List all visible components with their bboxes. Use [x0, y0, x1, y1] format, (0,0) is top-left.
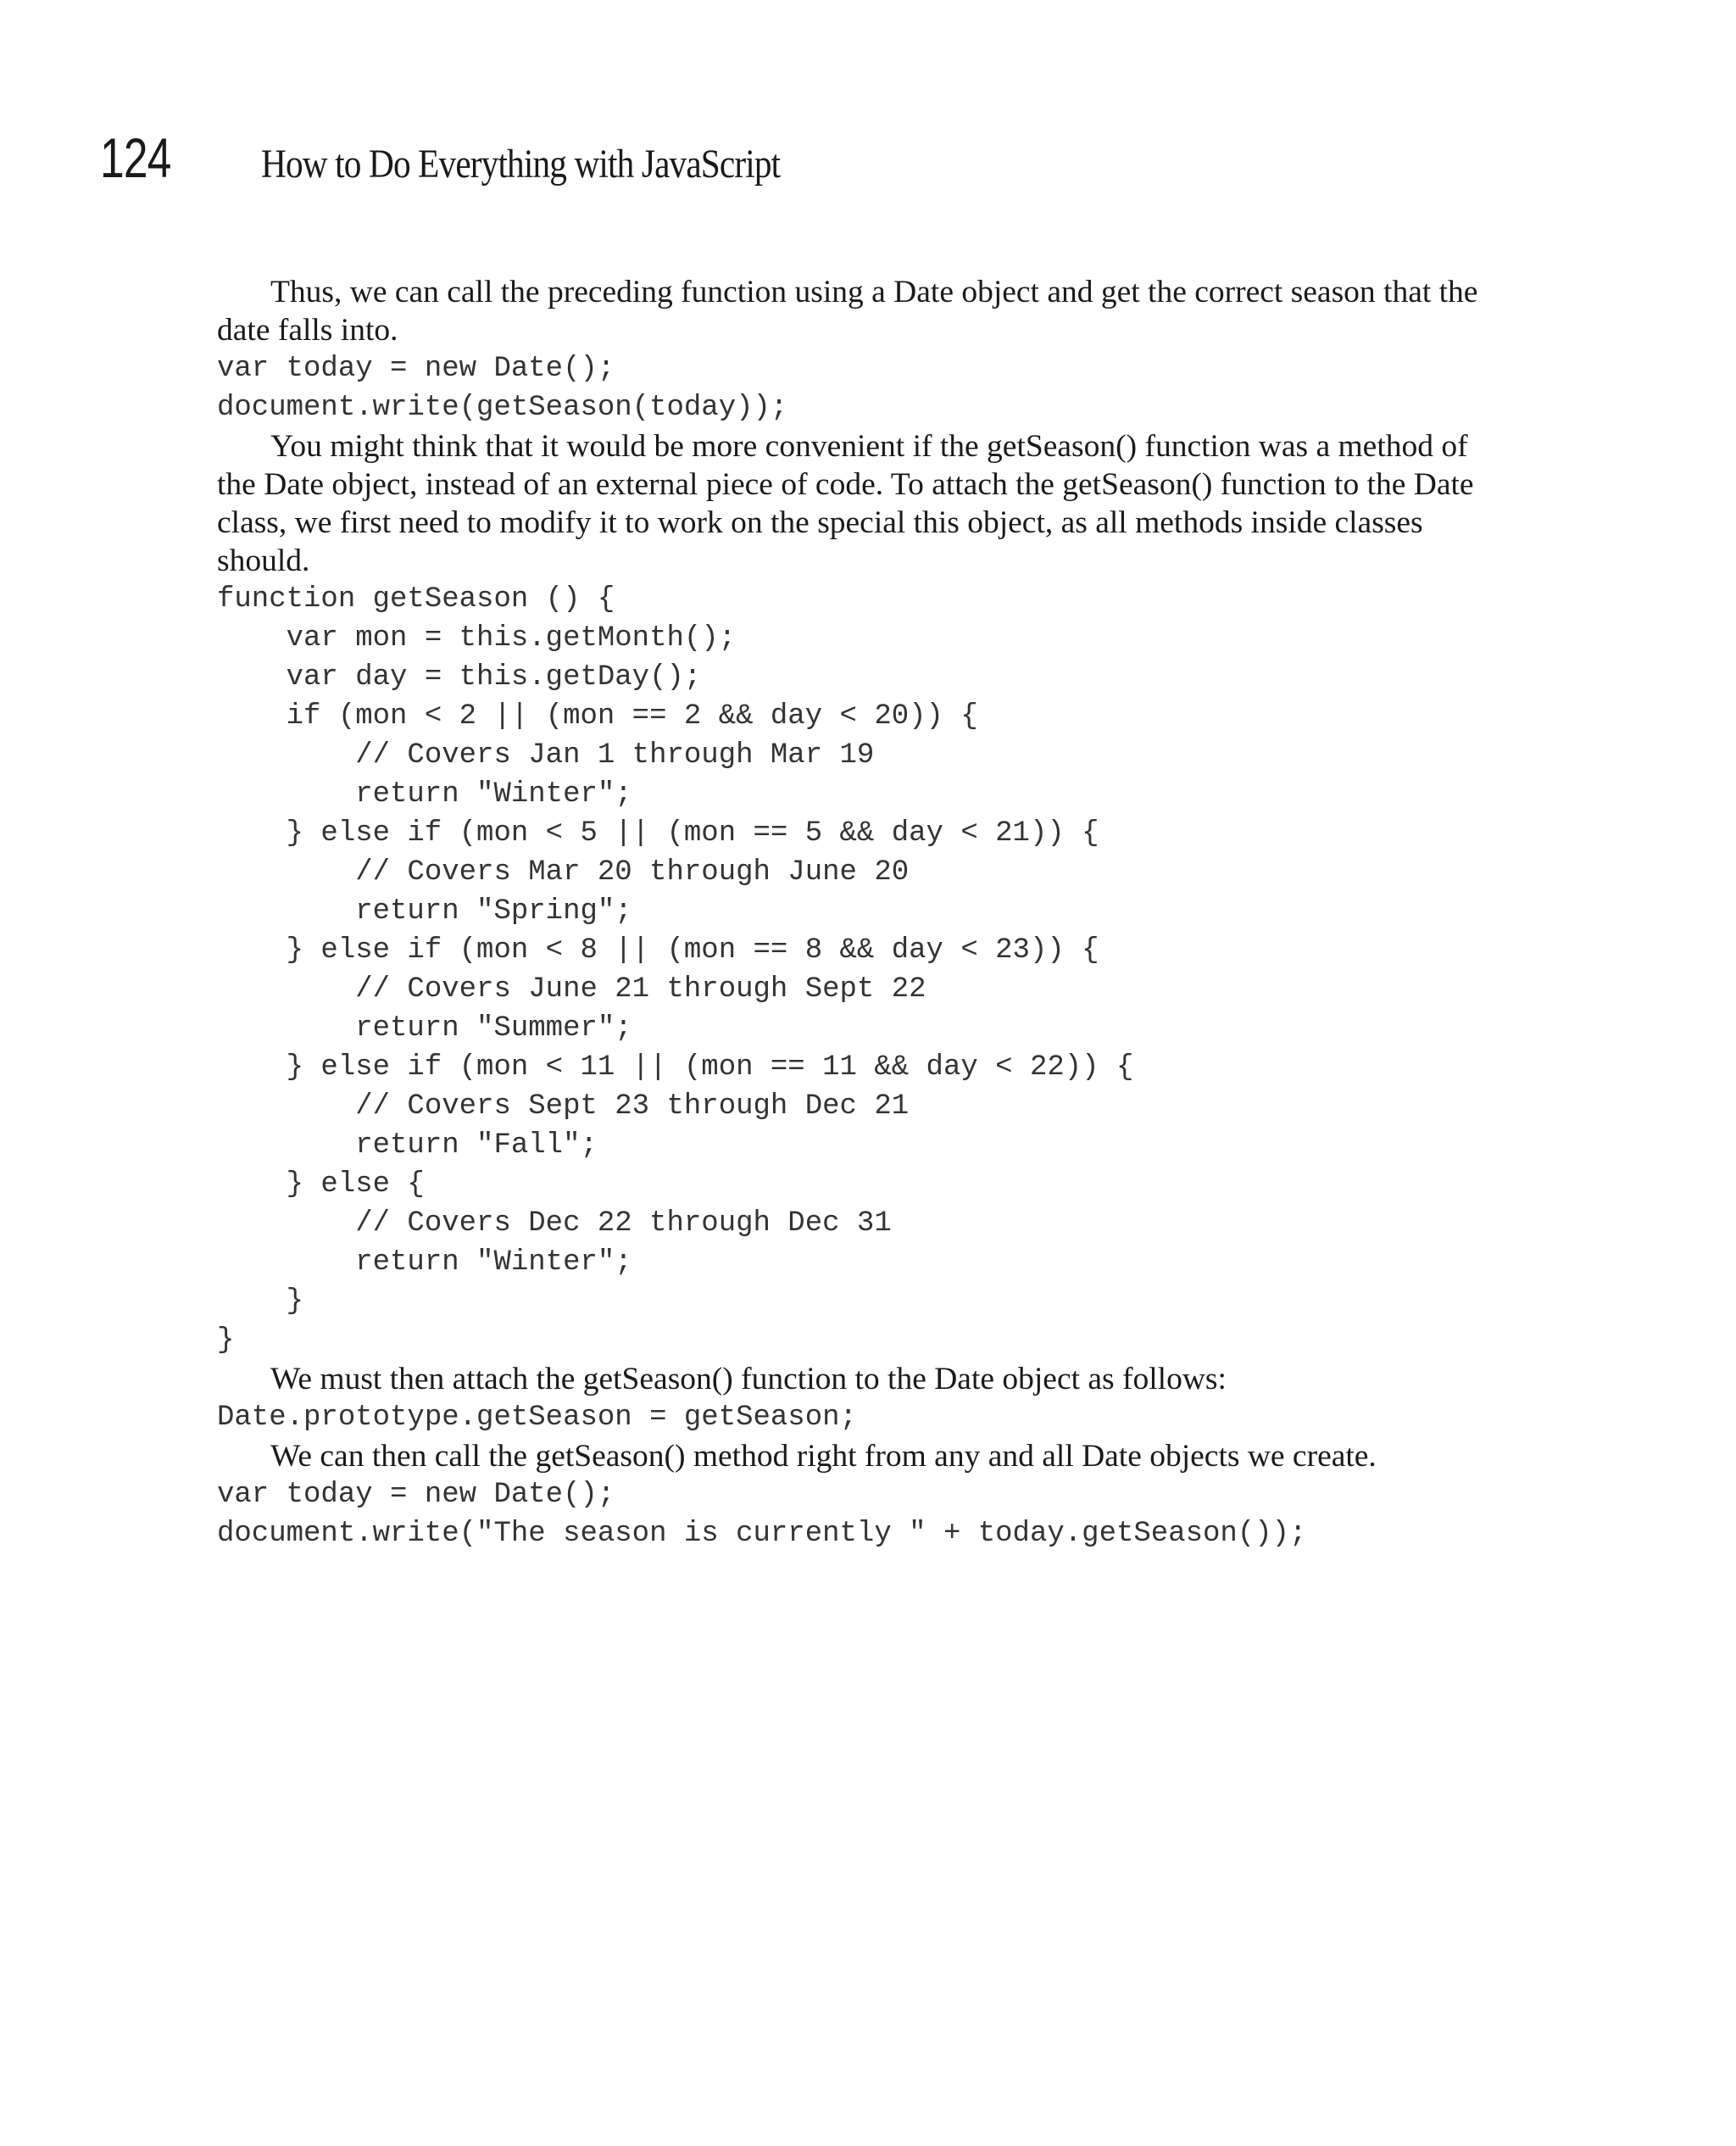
code-block-4: var today = new Date(); document.write("The season is currently " + today.getSeason());: [217, 1479, 1307, 1550]
running-title: How to Do Everything with JavaScript: [261, 142, 781, 187]
paragraph-3: We must then attach the getSeason() function to the Date object as follows:: [270, 1362, 1227, 1396]
code-block-1: var today = new Date(); document.write(getSeason(today));: [217, 353, 788, 424]
code-block-3: Date.prototype.getSeason = getSeason;: [217, 1402, 857, 1434]
paragraph-1: Thus, we can call the preceding function using a Date object and get the correct season that the date falls into.: [217, 275, 1478, 348]
page-header: [100, 125, 865, 190]
paragraph-4: We can then call the getSeason() method right from any and all Date objects we create.: [270, 1439, 1377, 1474]
paragraph-2: You might think that it would be more convenient if the getSeason() function was a method of the Date object, instead of an external piece of code. To attach the getSeason() function to the Date class, we first need to modify it to work on the special this object, as all methods inside classes should.: [217, 429, 1474, 578]
page-body: [217, 273, 1480, 1553]
code-block-2: function getSeason () { var mon = this.getMonth(); var day = this.getDay(); if (mon < 2 || (mon == 2 && day < 20)) { // Covers Jan 1 through Mar 19 return "Winter"; } else if (mon < 5 || (mon == 5 && day < 21)) { // Covers Mar 20 through June 20 return "Spring"; } else if (mon < 8 || (mon == 8 && day < 23)) { // Covers June 21 through Sept 22 return "Summer"; } else if (mon < 11 || (mon == 11 && day < 22)) { // Covers Sept 23 through Dec 21 return "Fall"; } else { // Covers Dec 22 through Dec 31 return "Winter"; } }: [217, 583, 1134, 1357]
page-number: 124: [100, 126, 171, 189]
